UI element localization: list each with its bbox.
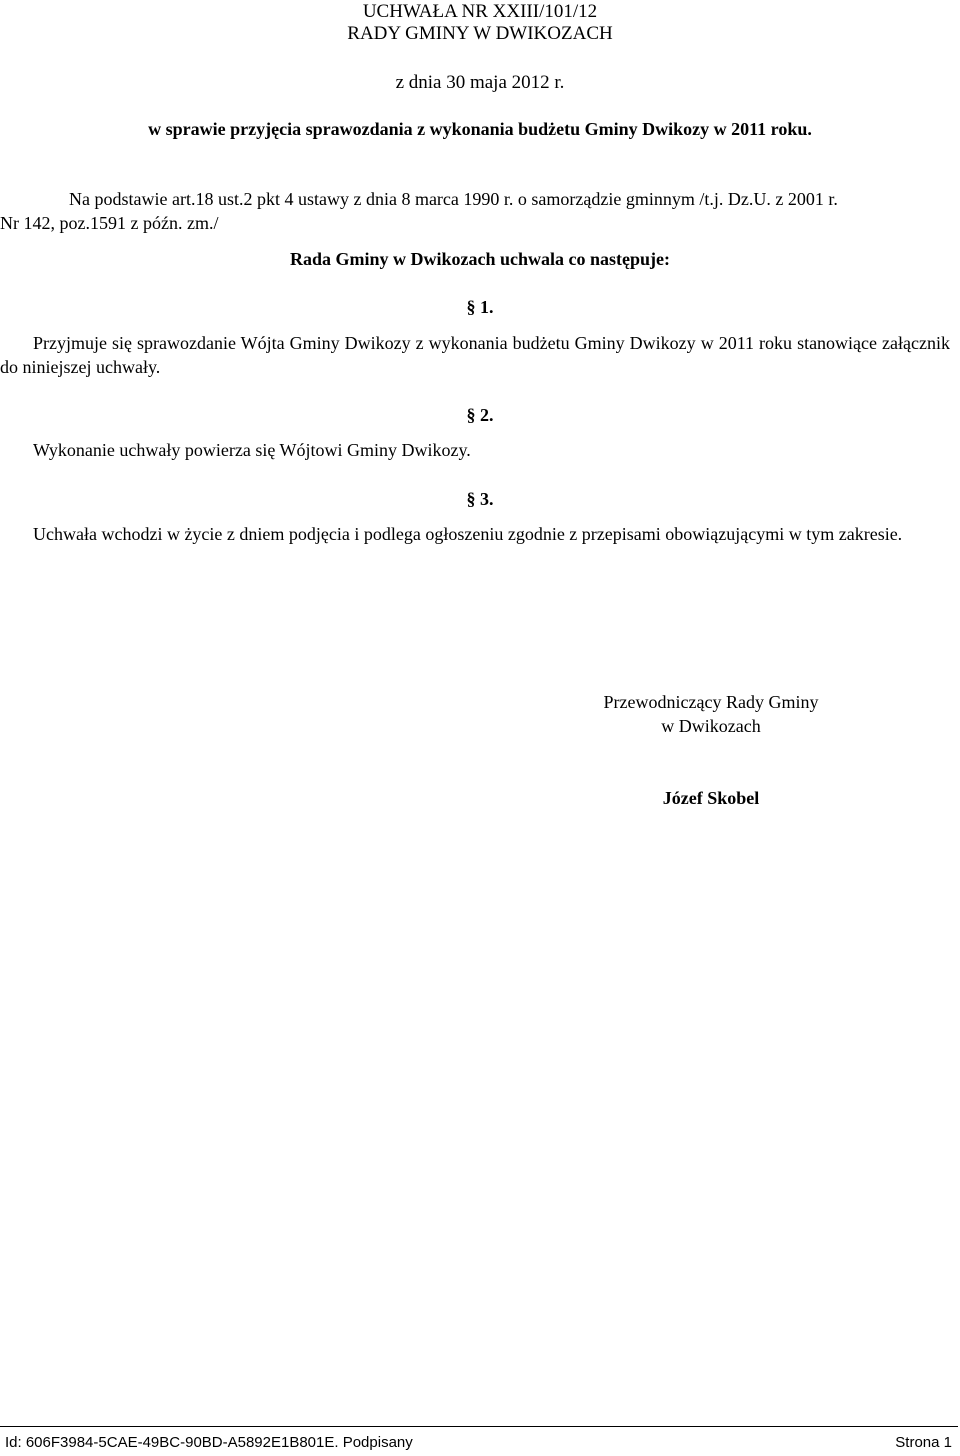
signature-role-line-2: w Dwikozach (661, 716, 761, 736)
section-2-text: Wykonanie uchwały powierza się Wójtowi Gminy Dwikozy. (33, 440, 471, 460)
section-1-number: § 1. (466, 297, 494, 317)
document-id: Id: 606F3984-5CAE-49BC-90BD-A5892E1B801E. Podpisany (5, 1434, 413, 1451)
resolution-subject: w sprawie przyjęcia sprawozdania z wykonania budżetu Gminy Dwikozy w 2011 roku. (148, 119, 812, 139)
section-3-number: § 3. (466, 489, 494, 509)
footer-divider (0, 1426, 958, 1427)
section-1-text: Przyjmuje się sprawozdanie Wójta Gminy Dwikozy z wykonania budżetu Gminy Dwikozy w 2011 roku stanowiące załącznik do niniejszej uchwały. (0, 333, 950, 377)
signatory-name: Józef Skobel (662, 788, 760, 808)
signature-role-line-1: Przewodniczący Rady Gminy (603, 692, 819, 712)
resolution-date: z dnia 30 maja 2012 r. (395, 72, 565, 93)
legal-basis-line-1: Na podstawie art.18 ust.2 pkt 4 ustawy z dnia 8 marca 1990 r. o samorządzie gminnym /t.j. Dz.U. z 2001 r. (69, 189, 838, 209)
resolves-statement: Rada Gminy w Dwikozach uchwala co następuje: (289, 249, 670, 269)
legal-basis-line-2: Nr 142, poz.1591 z późn. zm./ (0, 213, 219, 233)
section-3-text: Uchwała wchodzi w życie z dniem podjęcia i podlega ogłoszeniu zgodnie z przepisami obowiązującymi w tym zakresie. (33, 524, 903, 544)
council-name: RADY GMINY W DWIKOZACH (347, 23, 613, 44)
section-2-number: § 2. (466, 405, 494, 425)
page-number: Strona 1 (895, 1434, 952, 1451)
resolution-title: UCHWAŁA NR XXIII/101/12 (362, 1, 598, 22)
